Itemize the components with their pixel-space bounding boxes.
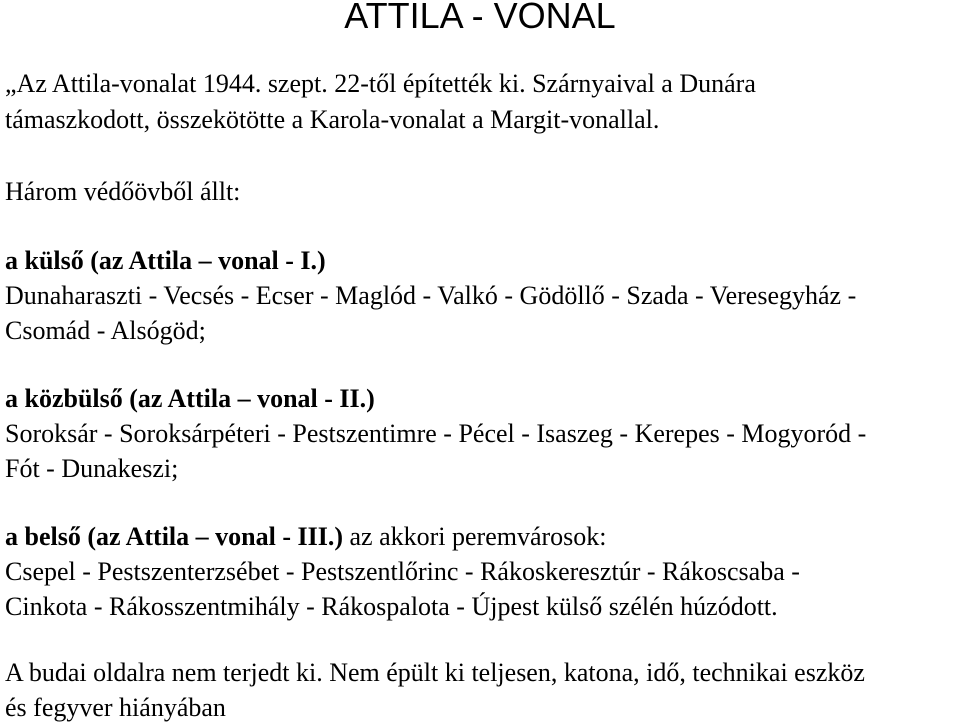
intro-line-1: „Az Attila-vonalat 1944. szept. 22-től építették ki. Szárnyaival a Dunára <box>5 69 756 98</box>
intro-line-2: támaszkodott, összekötötte a Karola-vonalat a Margit-vonallal. <box>5 105 660 134</box>
middle-line-towns-2: Fót - Dunakeszi; <box>5 454 179 483</box>
outer-line-heading: a külső (az Attila – vonal - I.) <box>5 246 326 275</box>
inner-line-towns-1: Csepel - Pestszenterzsébet - Pestszentlőrinc - Rákoskeresztúr - Rákoscsaba - <box>5 557 800 586</box>
outer-line-towns-1: Dunaharaszti - Vecsés - Ecser - Maglód - Valkó - Gödöllő - Szada - Veresegyház - <box>5 281 857 310</box>
middle-line-heading: a közbülső (az Attila – vonal - II.) <box>5 384 375 413</box>
inner-line-heading: a belső (az Attila – vonal - III.) <box>5 522 343 551</box>
inner-line-heading-row <box>5 521 607 553</box>
middle-line-towns-1: Soroksár - Soroksárpéteri - Pestszentimre - Pécel - Isaszeg - Kerepes - Mogyoród - <box>5 419 867 448</box>
closing-line-2: és fegyver hiányában <box>5 693 226 722</box>
page-title: ATTILA - VONAL <box>344 0 616 36</box>
three-zones-line: Három védőövből állt: <box>5 177 241 206</box>
closing-line-1: A budai oldalra nem terjedt ki. Nem épült ki teljesen, katona, idő, technikai eszköz <box>5 658 865 687</box>
inner-line-heading-suffix: az akkori peremvárosok: <box>343 522 607 551</box>
inner-line-towns-2: Cinkota - Rákosszentmihály - Rákospalota - Újpest külső szélén húzódott. <box>5 592 778 621</box>
outer-line-towns-2: Csomád - Alsógöd; <box>5 316 206 345</box>
